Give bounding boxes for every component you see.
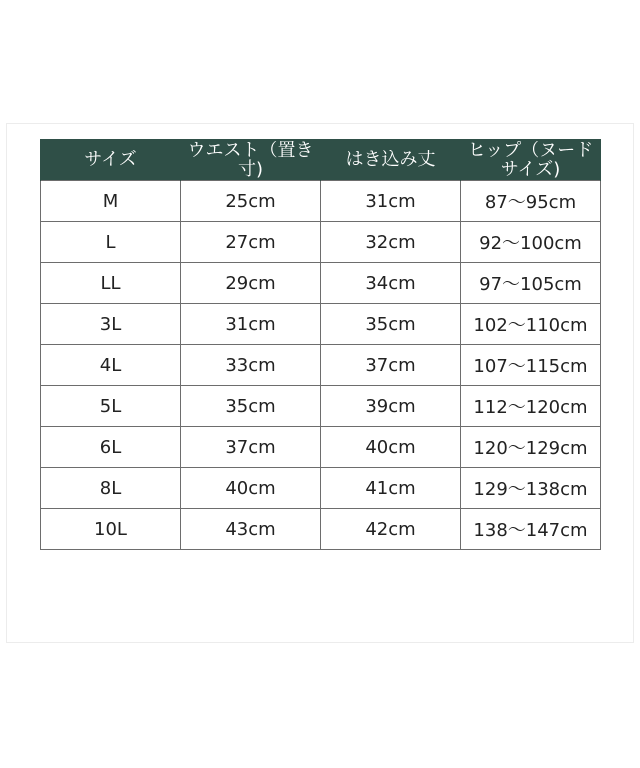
header-size: サイズ — [41, 139, 181, 181]
cell-rise: 37cm — [321, 345, 461, 386]
table-row — [41, 304, 601, 345]
cell-hip: 92～100cm — [461, 222, 601, 263]
cell-size: 10L — [41, 509, 181, 550]
cell-size: 5L — [41, 386, 181, 427]
cell-rise: 39cm — [321, 386, 461, 427]
cell-waist: 29cm — [181, 263, 321, 304]
table-row — [41, 263, 601, 304]
table-row — [41, 509, 601, 550]
cell-hip: 97～105cm — [461, 263, 601, 304]
cell-waist: 40cm — [181, 468, 321, 509]
cell-size: 6L — [41, 427, 181, 468]
cell-hip: 87～95cm — [461, 181, 601, 222]
header-rise: はき込み丈 — [321, 139, 461, 181]
table-row — [41, 427, 601, 468]
cell-hip: 120～129cm — [461, 427, 601, 468]
cell-waist: 43cm — [181, 509, 321, 550]
header-hip: ヒップ（ヌードサイズ) — [461, 139, 601, 181]
cell-hip: 112～120cm — [461, 386, 601, 427]
cell-hip: 107～115cm — [461, 345, 601, 386]
cell-rise: 42cm — [321, 509, 461, 550]
cell-waist: 27cm — [181, 222, 321, 263]
cell-rise: 31cm — [321, 181, 461, 222]
table-row — [41, 181, 601, 222]
cell-rise: 41cm — [321, 468, 461, 509]
cell-waist: 37cm — [181, 427, 321, 468]
cell-rise: 40cm — [321, 427, 461, 468]
table-row — [41, 222, 601, 263]
size-chart-table — [40, 139, 601, 550]
header-waist: ウエスト（置き寸) — [181, 139, 321, 181]
table-row — [41, 386, 601, 427]
cell-waist: 25cm — [181, 181, 321, 222]
cell-size: 8L — [41, 468, 181, 509]
cell-hip: 129～138cm — [461, 468, 601, 509]
cell-waist: 31cm — [181, 304, 321, 345]
cell-size: 4L — [41, 345, 181, 386]
cell-rise: 34cm — [321, 263, 461, 304]
cell-size: LL — [41, 263, 181, 304]
table-header-row — [41, 139, 601, 181]
table-row — [41, 345, 601, 386]
cell-waist: 35cm — [181, 386, 321, 427]
cell-rise: 32cm — [321, 222, 461, 263]
cell-size: 3L — [41, 304, 181, 345]
cell-rise: 35cm — [321, 304, 461, 345]
cell-hip: 102～110cm — [461, 304, 601, 345]
cell-hip: 138～147cm — [461, 509, 601, 550]
cell-waist: 33cm — [181, 345, 321, 386]
cell-size: L — [41, 222, 181, 263]
table-row — [41, 468, 601, 509]
cell-size: M — [41, 181, 181, 222]
